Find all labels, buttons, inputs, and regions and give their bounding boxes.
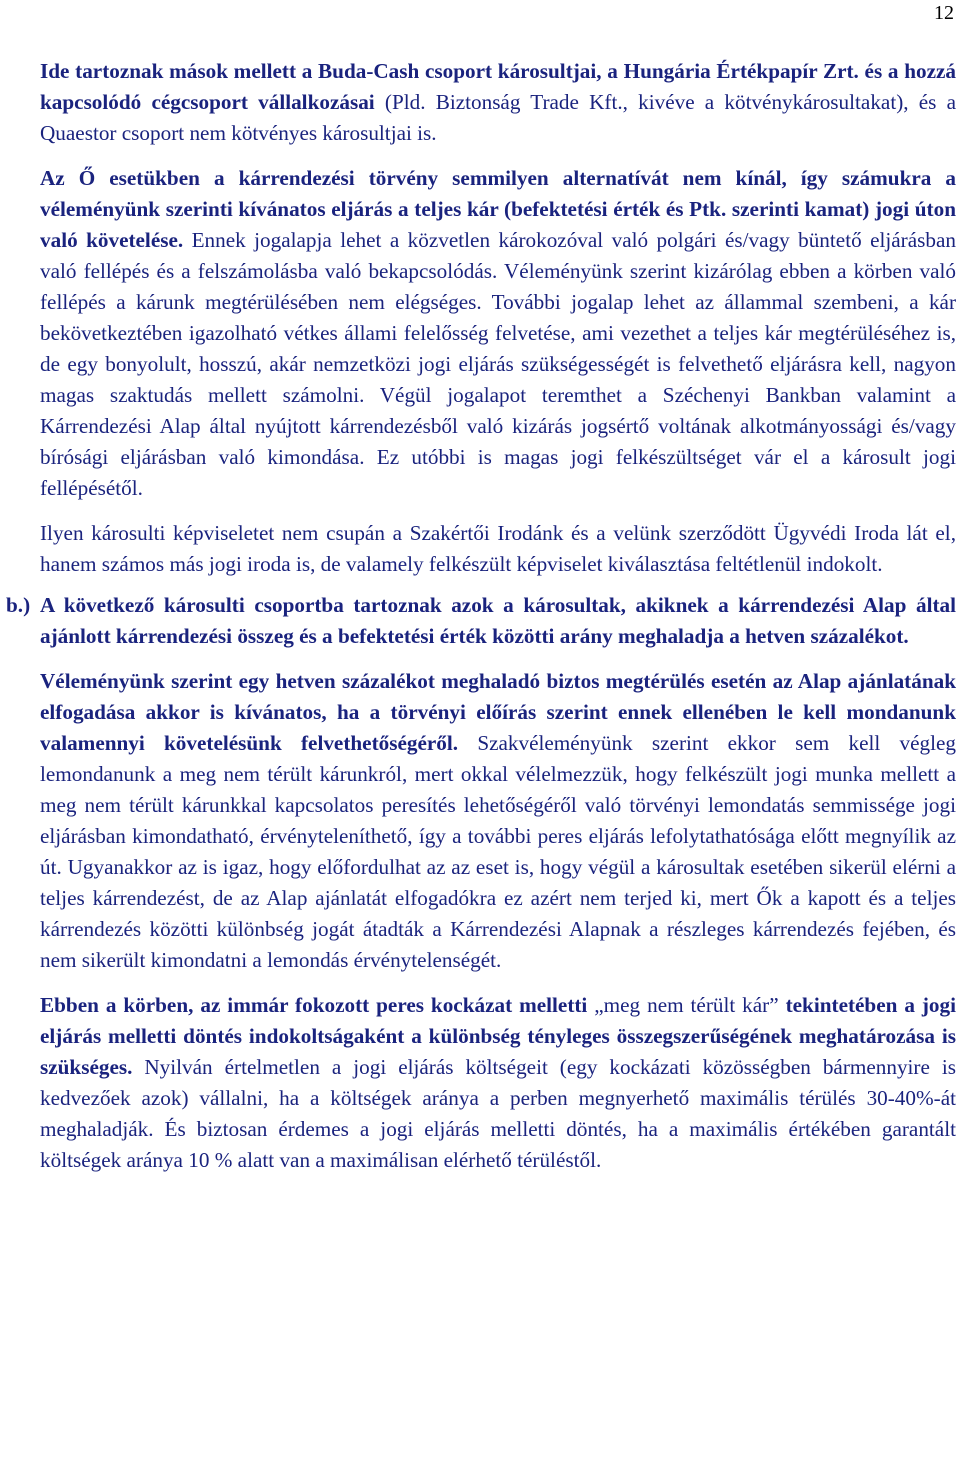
paragraph-1: [40, 56, 956, 149]
paragraph-5-bold-2: tekintetében a jogi eljárás melletti döntés indokoltságaként a különbség tényleges összegszerűségének meghatározása is szükséges.: [40, 993, 957, 1079]
list-item-b-text: A következő károsulti csoportba tartoznak azok a károsultak, akiknek a kárrendezési Alap által ajánlott kárrendezési összeg és a befektetési érték közötti arány meghaladja a hetven százalékot.: [40, 593, 956, 648]
page-number: 12: [934, 2, 954, 24]
list-item-b: [6, 590, 956, 652]
paragraph-1-text: (Pld. Biztonság Trade Kft., kivéve a kötvénykárosultakat), és a Quaestor csoport nem kötvényes károsultjai is.: [40, 90, 956, 145]
paragraph-2: [40, 163, 956, 504]
paragraph-4-text: Szakvéleményünk szerint ekkor sem kell végleg lemondanunk a meg nem térült kárunkról, mert okkal vélelmezzük, hogy felkészült jogi munka mellett a meg nem térült kárunkkal kapcsolatos peresítés lehetőségéről való törvényi lemondatás semmissége jogi eljárásban kimondatható, érvényteleníthető, így a további peres eljárás lefolytathatósága előtt megnyílik az út. Ugyanakkor az is igaz, hogy előfordulhat az az eset is, hogy végül a károsultak esetében sikerül elérni a teljes kárrendezést, de az Alap ajánlatát elfogadókra ez azért nem terjed ki, mert Ők a kapott és a teljes kárrendezés közötti különbség jogát átadták a Kárrendezési Alapnak a részleges kárrendezés fejében, és nem sikerült kimondatni a lemondás érvénytelenségét.: [40, 731, 956, 972]
document-body: [6, 56, 957, 1190]
list-marker-b: b.): [6, 593, 31, 617]
paragraph-4: [40, 666, 956, 976]
paragraph-5: [40, 990, 956, 1176]
paragraph-2-bold: Az Ő esetükben a kárrendezési törvény semmilyen alternatívát nem kínál, így számukra a véleményünk szerinti kívánatos eljárás a teljes kár (befektetési érték és Ptk. szerinti kamat) jogi úton való követelése.: [40, 166, 956, 252]
paragraph-5-bold-1: Ebben a körben, az immár fokozott peres kockázat melletti: [40, 993, 588, 1017]
paragraph-2-text: Ennek jogalapja lehet a közvetlen károkozóval való polgári és/vagy büntető eljárásban való fellépés és a felszámolásba való bekapcsolódás. Véleményünk szerint kizárólag ebben a körben való fellépés a kárunk megtérülésében nem elégséges. További jogalap lehet az állammal szembeni, a kár bekövetkeztében igazolható vétkes állami felelősség felvetése, ami vezethet a teljes kár megtérüléséhez is, de egy bonyolult, hosszú, akár nemzetközi jogi eljárás szükségességét is felvethető eljárásra kell, nagyon magas szaktudás mellett számolni. Végül jogalapot teremthet a Széchenyi Bankban valamint a Kárrendezési Alap által nyújtott kárrendezésből való kizárás jogsértő voltának alkotmányossági és/vagy bírósági eljárásban való kimondása. Ez utóbbi is magas jogi felkészültséget vár el a károsult jogi fellépésétől.: [40, 228, 956, 500]
paragraph-5-text: Nyilván értelmetlen a jogi eljárás költségeit (egy kockázati közösségben bármennyire is kedvezőek azok) vállalni, ha a költségek aránya a perben megnyerhető maximális térülés 30-40%-át meghaladják. És biztosan érdemes a jogi eljárás melletti döntés, ha a maximális értékében garantált költségek aránya 10 % alatt van a maximálisan elérhető térüléstől.: [40, 1055, 956, 1172]
paragraph-5-quote: „meg nem térült kár”: [587, 993, 786, 1017]
paragraph-3: Ilyen károsulti képviseletet nem csupán a Szakértői Irodánk és a velünk szerződött Ügyvédi Iroda lát el, hanem számos más jogi iroda is, de valamely felkészült képviselet kiválasztása feltétlenül indokolt.: [40, 521, 956, 576]
paragraph-4-bold: Véleményünk szerint egy hetven százalékot meghaladó biztos megtérülés esetén az Alap ajánlatának elfogadása akkor is kívánatos, ha a törvényi előírás szerint ennek ellenében le kell mondanunk valamennyi követelésünk felvethetőségéről.: [40, 669, 956, 755]
paragraph-1-bold: Ide tartoznak mások mellett a Buda-Cash csoport károsultjai, a Hungária Értékpapír Zrt. és a hozzá kapcsolódó cégcsoport vállalkozásai: [40, 59, 956, 114]
